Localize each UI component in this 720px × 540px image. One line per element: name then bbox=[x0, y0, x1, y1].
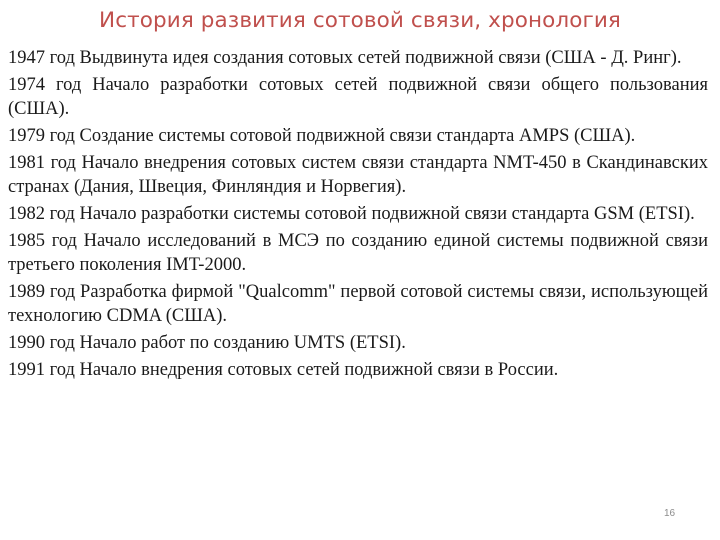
timeline-entry-1974: 1974 год Начало разработки сотовых сетей подвижной связи общего пользования (США). bbox=[8, 75, 708, 119]
timeline-entry-1985: 1985 год Начало исследований в МСЭ по созданию единой системы подвижной связи третьего поколения IMT-2000. bbox=[8, 231, 708, 275]
timeline-entry-1981: 1981 год Начало внедрения сотовых систем связи стандарта NMT-450 в Скандинавских странах (Дания, Швеция, Финляндия и Норвегия). bbox=[8, 153, 708, 197]
timeline-list bbox=[8, 46, 708, 385]
timeline-entry-1947: 1947 год Выдвинута идея создания сотовых сетей подвижной связи (США - Д. Ринг). bbox=[8, 48, 682, 68]
timeline-entry-1991: 1991 год Начало внедрения сотовых сетей подвижной связи в России. bbox=[8, 360, 559, 380]
page-number: 16 bbox=[664, 508, 676, 519]
slide-title: История развития сотовой связи, хронология bbox=[99, 8, 621, 33]
timeline-entry-1990: 1990 год Начало работ по созданию UMTS (ETSI). bbox=[8, 333, 406, 353]
timeline-entry-1989: 1989 год Разработка фирмой "Qualcomm" первой сотовой системы связи, использующей технологию CDMA (США). bbox=[8, 282, 708, 326]
timeline-entry-1979: 1979 год Создание системы сотовой подвижной связи стандарта AMPS (США). bbox=[8, 126, 636, 146]
timeline-entry-1982: 1982 год Начало разработки системы сотовой подвижной связи стандарта GSM (ETSI). bbox=[8, 204, 695, 224]
